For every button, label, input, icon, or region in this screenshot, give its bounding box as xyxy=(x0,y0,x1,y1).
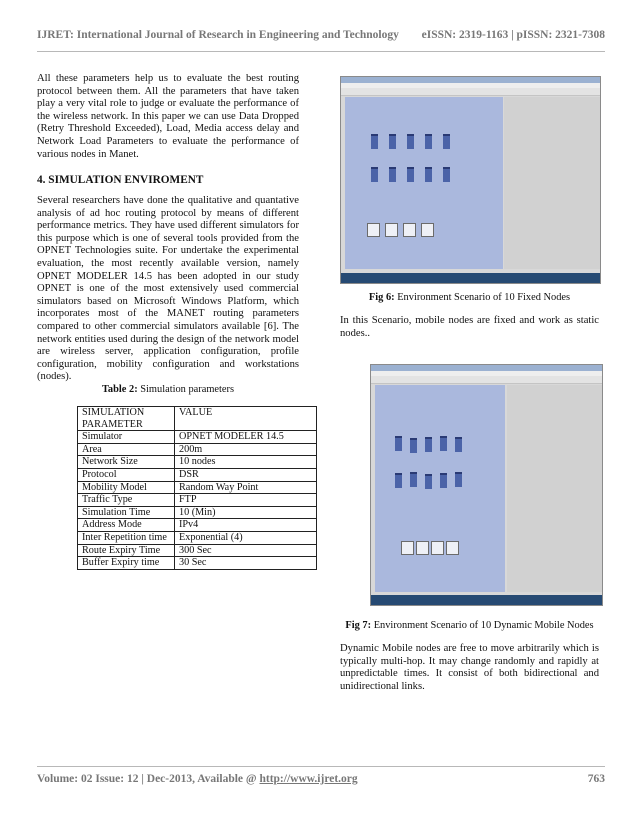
header-rule xyxy=(37,51,605,52)
section-heading: 4. SIMULATION ENVIROMENT xyxy=(37,174,204,186)
table-cell: 200m xyxy=(175,443,317,456)
server-icon xyxy=(401,541,414,555)
mobile-node-icon xyxy=(410,438,417,453)
window-toolbar xyxy=(371,376,602,384)
fig6-caption-text: Environment Scenario of 10 Fixed Nodes xyxy=(394,292,571,303)
issn-line: eISSN: 2319-1163 | pISSN: 2321-7308 xyxy=(421,29,605,41)
table-row xyxy=(78,481,317,494)
table-cell: 10 nodes xyxy=(175,456,317,469)
table-row xyxy=(78,544,317,557)
mobile-node-icon xyxy=(440,473,447,488)
mobile-node-icon xyxy=(443,134,450,149)
table-cell: Route Expiry Time xyxy=(78,544,175,557)
table-cell: Address Mode xyxy=(78,519,175,532)
table-row xyxy=(78,557,317,570)
table-cell: Buffer Expiry time xyxy=(78,557,175,570)
profile-config-icon xyxy=(385,223,398,237)
table-row xyxy=(78,494,317,507)
fig7-caption xyxy=(340,620,599,631)
profile-config-icon xyxy=(416,541,429,555)
server-icon xyxy=(367,223,380,237)
footer-volume-text: Volume: 02 Issue: 12 | Dec-2013, Available @ xyxy=(37,773,260,785)
workspace-pane xyxy=(507,385,602,592)
mobile-node-icon xyxy=(455,472,462,487)
table-cell: FTP xyxy=(175,494,317,507)
table-row xyxy=(78,519,317,532)
table-row xyxy=(78,456,317,469)
table-header-cell: VALUE xyxy=(175,407,317,431)
mobile-node-icon xyxy=(410,472,417,487)
mobile-node-icon xyxy=(389,167,396,182)
scenario-canvas xyxy=(375,385,505,592)
table-cell: Random Way Point xyxy=(175,481,317,494)
table-cell: DSR xyxy=(175,468,317,481)
mobility-config-icon xyxy=(421,223,434,237)
table-row xyxy=(78,431,317,444)
fig7-caption-text: Environment Scenario of 10 Dynamic Mobile Nodes xyxy=(371,620,594,631)
simulation-parameters-table xyxy=(77,406,317,570)
journal-link[interactable]: http://www.ijret.org xyxy=(259,773,358,785)
table-cell: 30 Sec xyxy=(175,557,317,570)
table-cell: 300 Sec xyxy=(175,544,317,557)
table-cell: Protocol xyxy=(78,468,175,481)
table-header-row xyxy=(78,407,317,431)
running-footer xyxy=(37,773,605,785)
fig6-caption-label: Fig 6: xyxy=(368,292,395,303)
fig7-paragraph: Dynamic Mobile nodes are free to move arbitrarily which is typically multi-hop. It may change randomly and rapidly at unpredictable times. It consist of both bidirectional and unidirectional links. xyxy=(340,643,599,692)
table-cell: 10 (Min) xyxy=(175,506,317,519)
scenario-canvas xyxy=(345,97,503,269)
table-caption xyxy=(37,384,299,395)
windows-taskbar xyxy=(371,595,602,605)
table-cell: Exponential (4) xyxy=(175,531,317,544)
table-cell: Inter Repetition time xyxy=(78,531,175,544)
table-caption-text: Simulation parameters xyxy=(137,384,235,395)
mobile-node-icon xyxy=(425,437,432,452)
table-caption-label: Table 2: xyxy=(101,384,138,395)
fig6-screenshot xyxy=(340,76,601,284)
mobile-node-icon xyxy=(371,134,378,149)
intro-paragraph: All these parameters help us to evaluate the best routing protocol between them. All the parameters that have taken play a very vital role to judge or evaluate the performance of the wireless network. In this paper we can use Data Dropped (Retry Threshold Exceeded), Load, Media access delay and Network Load Parameters to evaluate the performance of various nodes in Manet. xyxy=(37,73,299,160)
mobile-node-icon xyxy=(389,134,396,149)
table-cell: Network Size xyxy=(78,456,175,469)
mobile-node-icon xyxy=(371,167,378,182)
table-header-cell: SIMULATION PARAMETER xyxy=(78,407,175,431)
running-header xyxy=(37,29,605,41)
journal-name: IJRET: International Journal of Research in Engineering and Technology xyxy=(37,29,399,41)
table-row xyxy=(78,468,317,481)
fig6-caption xyxy=(340,292,599,303)
mobile-node-icon xyxy=(395,473,402,488)
section-body: Several researchers have done the qualitative and quantative analysis of ad hoc routing protocol by means of different performance metrics. They have used different simulators for this purpose which is one of several tools provided from the OPNET Technologies suite. For undertake the experimental evaluation, the most recently available version, namely OPNET MODELER 14.5 has been adopted in our study OPNET is one of the most extensively used commercial simulators based on Microsoft Windows Platform, which incorporates most of the MANET routing parameters compared to other commercial simulators available [6]. The network entities used during the design of the network model are wireless server, application configuration, profile configuration, mobility configuration and workstations (nodes). xyxy=(37,195,299,383)
mobile-node-icon xyxy=(443,167,450,182)
mobile-node-icon xyxy=(425,167,432,182)
mobile-node-icon xyxy=(455,437,462,452)
mobile-node-icon xyxy=(425,474,432,489)
table-cell: IPv4 xyxy=(175,519,317,532)
application-config-icon xyxy=(431,541,444,555)
table-cell: OPNET MODELER 14.5 xyxy=(175,431,317,444)
fig7-caption-label: Fig 7: xyxy=(345,620,372,631)
table-cell: Mobility Model xyxy=(78,481,175,494)
table-cell: Simulation Time xyxy=(78,506,175,519)
workspace-pane xyxy=(504,97,600,269)
table-row xyxy=(78,531,317,544)
mobile-node-icon xyxy=(440,436,447,451)
mobile-node-icon xyxy=(395,436,402,451)
table-row xyxy=(78,506,317,519)
table-cell: Area xyxy=(78,443,175,456)
fig6-paragraph: In this Scenario, mobile nodes are fixed and work as static nodes.. xyxy=(340,315,599,339)
mobile-node-icon xyxy=(425,134,432,149)
table-row xyxy=(78,443,317,456)
fig7-screenshot xyxy=(370,364,603,606)
table-cell: Traffic Type xyxy=(78,494,175,507)
mobile-node-icon xyxy=(407,134,414,149)
page-number: 763 xyxy=(587,773,605,785)
footer-volume xyxy=(37,773,358,785)
mobile-node-icon xyxy=(407,167,414,182)
mobility-config-icon xyxy=(446,541,459,555)
application-config-icon xyxy=(403,223,416,237)
windows-taskbar xyxy=(341,273,600,283)
window-toolbar xyxy=(341,88,600,96)
table-cell: Simulator xyxy=(78,431,175,444)
footer-rule xyxy=(37,766,605,767)
